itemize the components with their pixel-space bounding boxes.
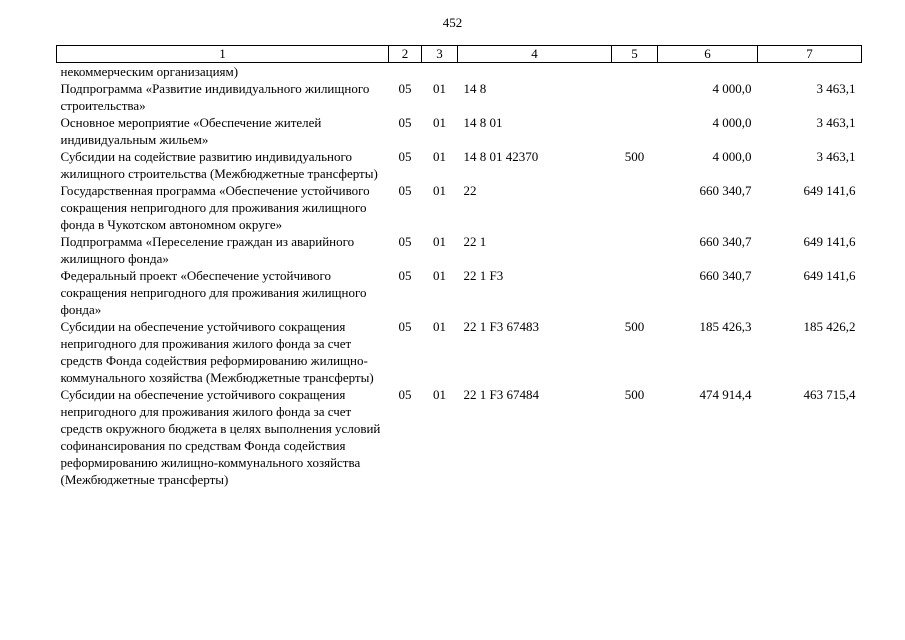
row-razdel: 05 (398, 149, 412, 164)
table-row (57, 114, 862, 148)
table-row (57, 318, 862, 386)
row-sum2: 463 715,4 (803, 387, 856, 402)
row-sum2: 185 426,2 (803, 319, 856, 334)
row-csr: 22 1 F3 67484 (463, 387, 539, 402)
row-vr (612, 114, 658, 148)
header-col-7: 7 (758, 46, 862, 63)
row-podrazdel: 01 (433, 115, 446, 130)
row-razdel: 05 (398, 81, 412, 96)
table-row (57, 267, 862, 318)
row-sum2: 3 463,1 (816, 81, 856, 96)
row-name: некоммерческим организациям) (60, 64, 239, 79)
row-name: Государственная программа «Обеспечение устойчивого сокращения непригодного для проживания жилищного фонда в Чукотском автономном округе» (60, 183, 370, 232)
row-vr (612, 182, 658, 233)
row-name: Субсидии на обеспечение устойчивого сокращения непригодного для проживания жилого фонда за счет средств окружного бюджета в целях выполнения условий софинансирования по средствам Фонда содействия реформированию жилищно-коммунального хозяйства (Межбюджетные трансферты) (60, 387, 381, 487)
row-csr: 22 1 (463, 234, 487, 249)
page-number: 452 (442, 15, 463, 30)
row-razdel (389, 63, 422, 81)
row-csr: 22 1 F3 (463, 268, 504, 283)
row-sum2: 3 463,1 (816, 115, 856, 130)
row-name: Подпрограмма «Переселение граждан из аварийного жилищного фонда» (60, 234, 355, 266)
header-col-6: 6 (658, 46, 758, 63)
table-row (57, 148, 862, 182)
row-razdel: 05 (398, 268, 412, 283)
row-sum2 (758, 63, 862, 81)
row-vr: 500 (624, 387, 645, 402)
header-col-1: 1 (57, 46, 389, 63)
row-csr: 14 8 (463, 81, 487, 96)
header-col-4: 4 (458, 46, 612, 63)
row-sum2: 649 141,6 (803, 234, 856, 249)
row-vr (612, 80, 658, 114)
row-podrazdel: 01 (433, 387, 446, 402)
row-name: Основное мероприятие «Обеспечение жителей индивидуальным жильем» (60, 115, 322, 147)
table-body (57, 63, 862, 489)
row-sum2: 649 141,6 (803, 183, 856, 198)
row-razdel: 05 (398, 319, 412, 334)
table-row (57, 386, 862, 488)
row-podrazdel: 01 (433, 81, 446, 96)
row-sum1: 660 340,7 (699, 183, 752, 198)
row-name: Субсидии на обеспечение устойчивого сокращения непригодного для проживания жилого фонда за счет средств Фонда содействия реформированию жилищно-коммунального хозяйства (Межбюджетные трансферты) (60, 319, 374, 385)
row-csr: 22 (463, 183, 477, 198)
row-podrazdel: 01 (433, 183, 446, 198)
header-col-2: 2 (389, 46, 422, 63)
row-vr (612, 267, 658, 318)
row-sum1: 4 000,0 (712, 81, 752, 96)
row-csr: 14 8 01 42370 (463, 149, 539, 164)
table-row (57, 182, 862, 233)
row-razdel: 05 (398, 183, 412, 198)
row-vr (612, 63, 658, 81)
row-razdel: 05 (398, 387, 412, 402)
row-sum1: 660 340,7 (699, 268, 752, 283)
budget-table (56, 45, 862, 488)
row-vr: 500 (624, 149, 645, 164)
header-col-3: 3 (422, 46, 458, 63)
row-sum2: 3 463,1 (816, 149, 856, 164)
row-csr (458, 63, 612, 81)
row-podrazdel: 01 (433, 268, 446, 283)
row-csr: 22 1 F3 67483 (463, 319, 539, 334)
row-vr: 500 (624, 319, 645, 334)
row-sum2: 649 141,6 (803, 268, 856, 283)
table-header (57, 46, 862, 63)
table-row (57, 63, 862, 81)
row-sum1: 4 000,0 (712, 115, 752, 130)
row-name: Субсидии на содействие развитию индивидуального жилищного строительства (Межбюджетные трансферты) (60, 149, 378, 181)
row-podrazdel: 01 (433, 319, 446, 334)
row-sum1: 185 426,3 (699, 319, 752, 334)
row-razdel: 05 (398, 115, 412, 130)
header-col-5: 5 (612, 46, 658, 63)
table-row (57, 233, 862, 267)
row-podrazdel (422, 63, 458, 81)
row-razdel: 05 (398, 234, 412, 249)
header-row (57, 46, 862, 63)
row-sum1 (658, 63, 758, 81)
row-csr: 14 8 01 (463, 115, 503, 130)
row-sum1: 4 000,0 (712, 149, 752, 164)
row-name: Федеральный проект «Обеспечение устойчивого сокращения непригодного для проживания жилищного фонда» (60, 268, 367, 317)
row-podrazdel: 01 (433, 149, 446, 164)
row-sum1: 474 914,4 (699, 387, 752, 402)
row-podrazdel: 01 (433, 234, 446, 249)
row-sum1: 660 340,7 (699, 234, 752, 249)
row-vr (612, 233, 658, 267)
table-row (57, 80, 862, 114)
row-name: Подпрограмма «Развитие индивидуального жилищного строительства» (60, 81, 370, 113)
